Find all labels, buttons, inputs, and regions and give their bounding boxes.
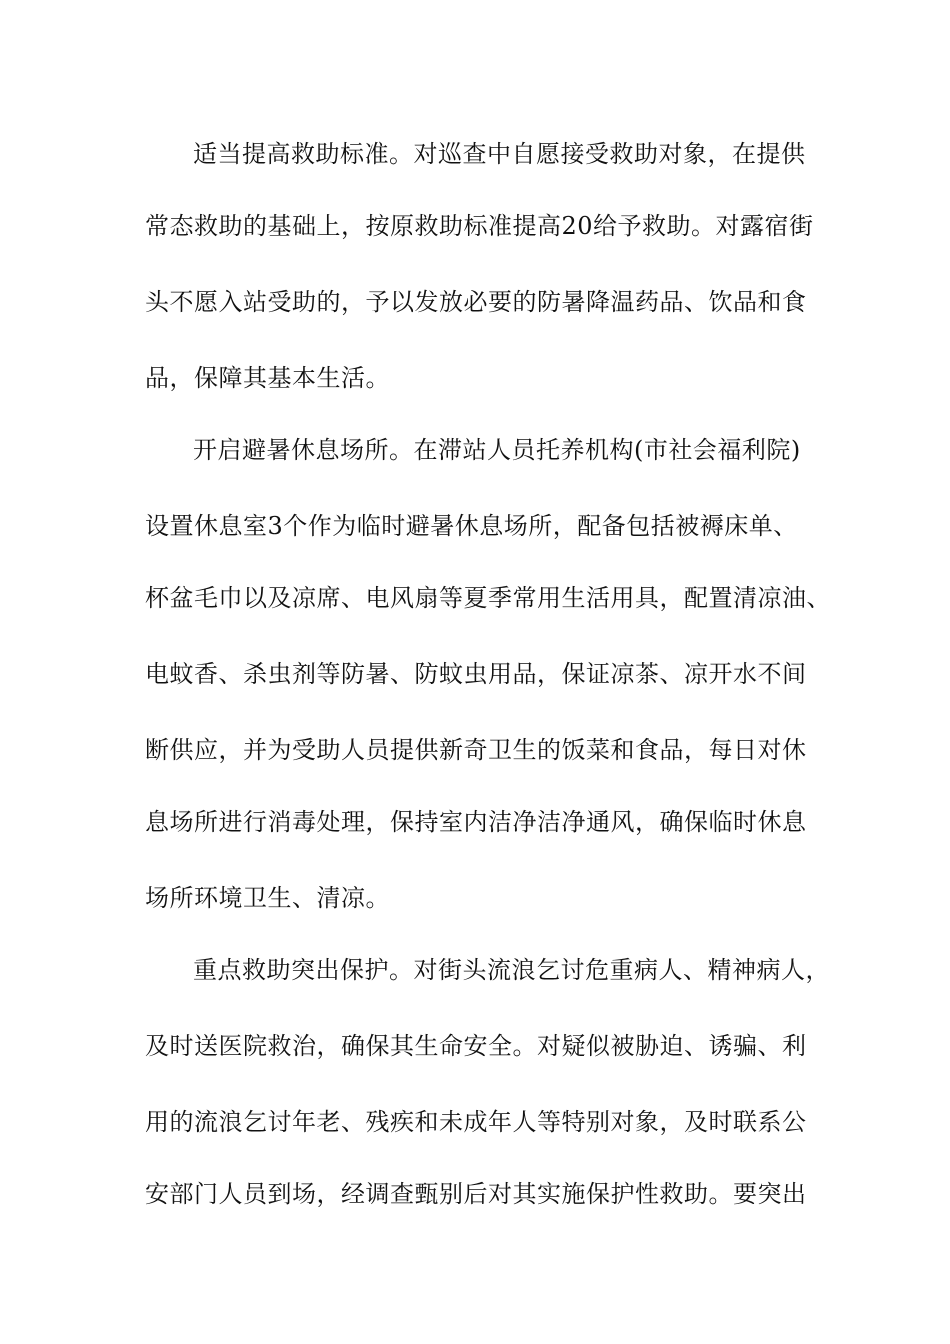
- paragraph-2-line-1: 开启避暑休息场所。在滞站人员托养机构(市社会福利院): [193, 436, 801, 464]
- paragraph-2-line-3: 杯盆毛巾以及凉席、电风扇等夏季常用生活用具，配置清凉油、: [145, 584, 831, 612]
- paragraph-1-line-3: 头不愿入站受助的，予以发放必要的防暑降温药品、饮品和食: [145, 288, 807, 316]
- paragraph-3-line-2: 及时送医院救治，确保其生命安全。对疑似被胁迫、诱骗、利: [145, 1032, 807, 1060]
- paragraph-2-line-7: 场所环境卫生、清凉。: [145, 884, 390, 912]
- paragraph-3-line-3: 用的流浪乞讨年老、残疾和未成年人等特别对象，及时联系公: [145, 1108, 807, 1136]
- paragraph-1-line-4: 品，保障其基本生活。: [145, 364, 390, 392]
- paragraph-2-line-5: 断供应，并为受助人员提供新奇卫生的饭菜和食品，每日对休: [145, 736, 807, 764]
- paragraph-2-line-4: 电蚊香、杀虫剂等防暑、防蚊虫用品，保证凉茶、凉开水不间: [145, 660, 807, 688]
- paragraph-1-line-1: 适当提高救助标准。对巡查中自愿接受救助对象，在提供: [193, 140, 806, 168]
- paragraph-2-line-6: 息场所进行消毒处理，保持室内洁净洁净通风，确保临时休息: [145, 808, 807, 836]
- paragraph-3-line-4: 安部门人员到场，经调查甄别后对其实施保护性救助。要突出: [145, 1180, 807, 1208]
- paragraph-2-line-2: 设置休息室3个作为临时避暑休息场所，配备包括被褥床单、: [145, 512, 798, 540]
- paragraph-3-line-1: 重点救助突出保护。对街头流浪乞讨危重病人、精神病人，: [193, 956, 830, 984]
- paragraph-1-line-2: 常态救助的基础上，按原救助标准提高20给予救助。对露宿街: [145, 212, 814, 240]
